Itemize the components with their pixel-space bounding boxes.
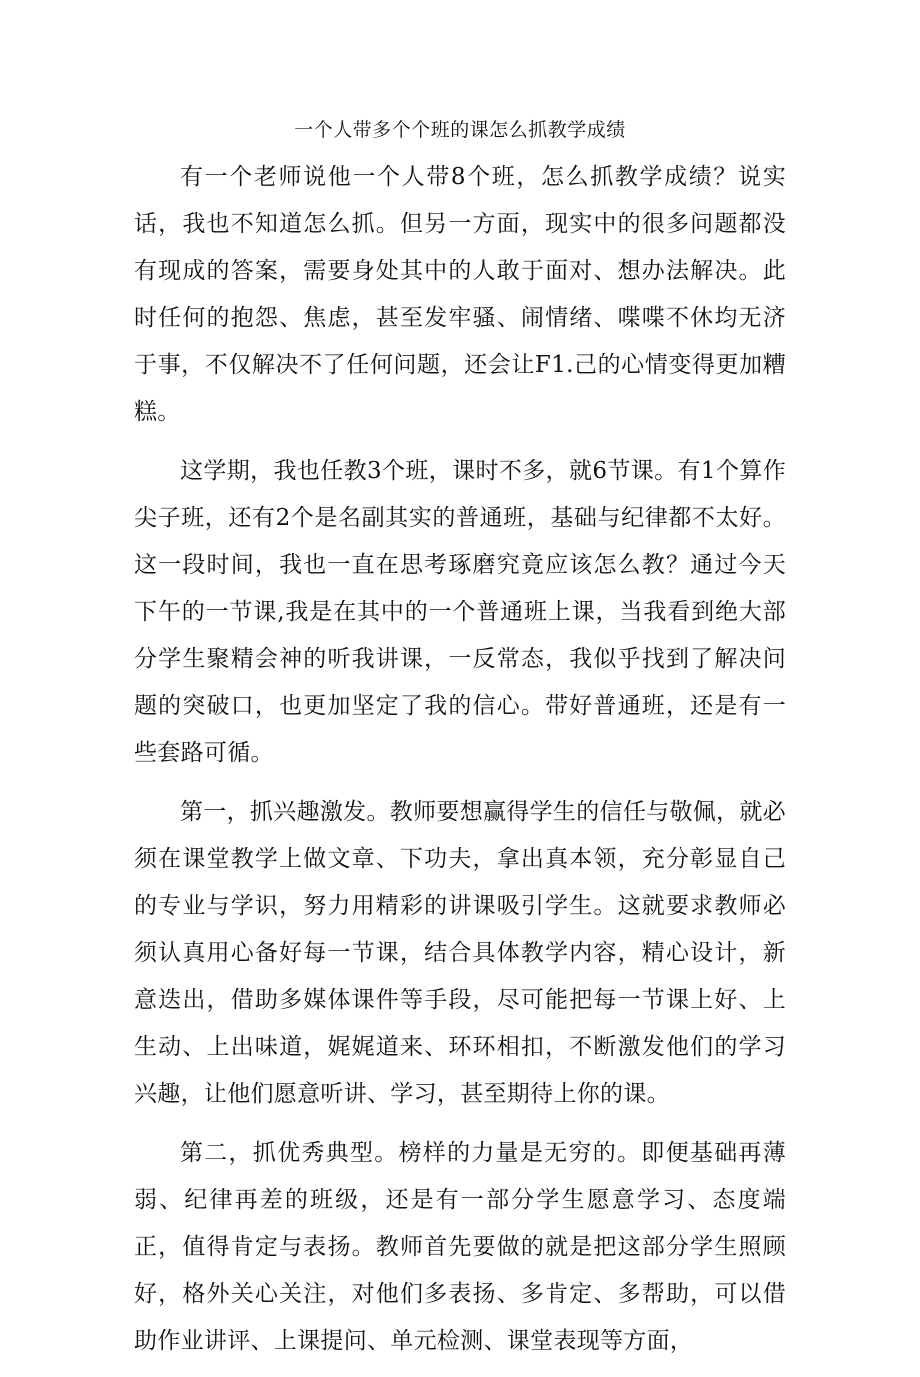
- paragraph-2: 这学期，我也任教3个班，课时不多，就6节课。有1个算作尖子班，还有2个是名副其实的普通班，基础与纪律都不太好。这一段时间，我也一直在思考琢磨究竟应该怎么教？通过今天下午的一节课,我是在其中的一个普通班上课，当我看到绝大部分学生聚精会神的听我讲课，一反常态，我似乎找到了解决问题的突破口，也更加坚定了我的信心。带好普通班，还是有一些套路可循。: [134, 458, 786, 766]
- paragraph-4: 第二，抓优秀典型。榜样的力量是无穷的。即便基础再薄弱、纪律再差的班级，还是有一部分学生愿意学习、态度端正，值得肯定与表扬。教师首先要做的就是把这部分学生照顾好，格外关心关注，对他们多表扬、多肯定、多帮助，可以借助作业讲评、上课提问、单元检测、课堂表现等方面，: [134, 1140, 786, 1354]
- document-title: 一个人带多个个班的课怎么抓教学成绩: [294, 119, 626, 141]
- paragraph-3: 第一，抓兴趣激发。教师要想赢得学生的信任与敬佩，就必须在课堂教学上做文章、下功夫，拿出真本领，充分彰显自己的专业与学识，努力用精彩的讲课吸引学生。这就要求教师必须认真用心备好每一节课，结合具体教学内容，精心设计，新意迭出，借助多媒体课件等手段，尽可能把每一节课上好、上生动、上出味道，娓娓道来、环环相扣，不断激发他们的学习兴趣，让他们愿意听讲、学习，甚至期待上你的课。: [134, 799, 786, 1107]
- paragraph-1: 有一个老师说他一个人带8个班，怎么抓教学成绩？说实话，我也不知道怎么抓。但另一方面，现实中的很多问题都没有现成的答案，需要身处其中的人敢于面对、想办法解决。此时任何的抱怨、焦虑，甚至发牢骚、闹情绪、喋喋不休均无济于事，不仅解决不了任何问题，还会让F1.己的心情变得更加糟糕。: [134, 164, 786, 425]
- document-page: [134, 116, 786, 1377]
